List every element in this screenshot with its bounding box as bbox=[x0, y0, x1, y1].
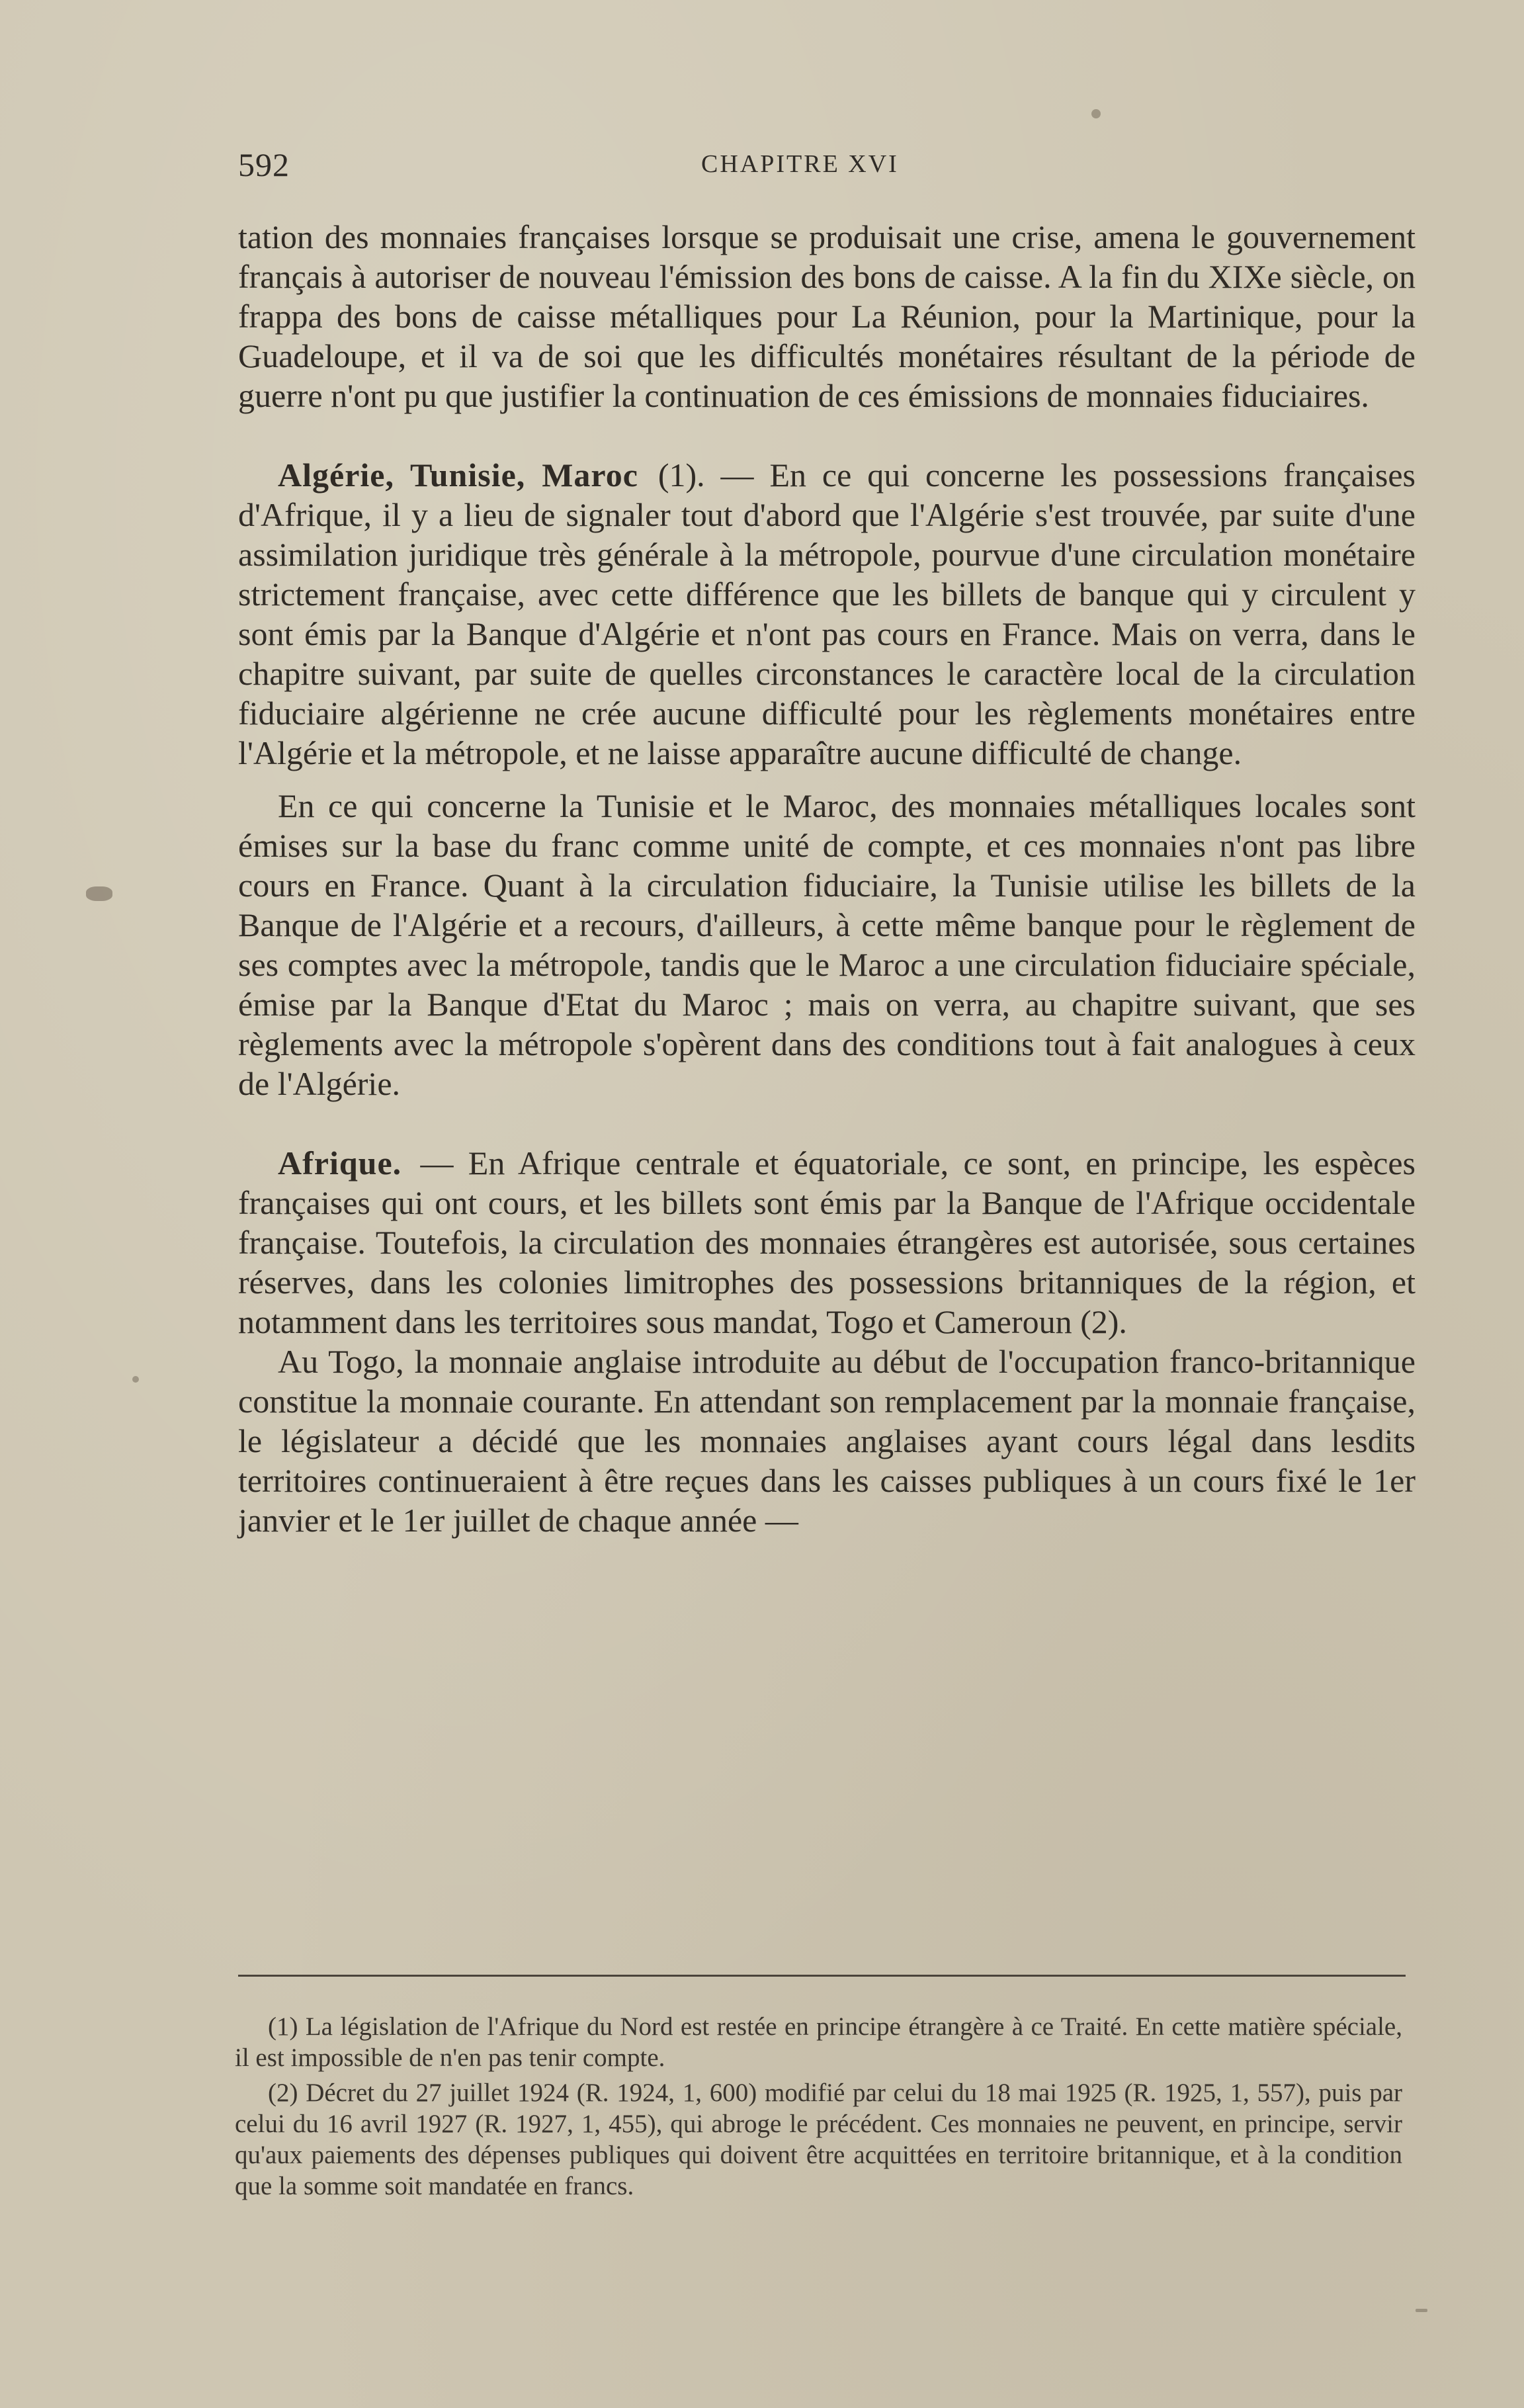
body-text bbox=[238, 217, 1416, 1540]
paragraph-text: (1). — En ce qui concerne les possessions françaises d'Afrique, il y a lieu de signaler tout d'abord que l'Algérie s'est trouvée, par suite d'une assimilation juridique très générale à la métropole, pourvue d'une circulation monétaire strictement française, avec cette différence que les billets de banque qui y circulent y sont émis par la Banque d'Algérie et n'ont pas cours en France. Mais on verra, dans le chapitre suivant, par suite de quelles circonstances le caractère local de la circulation fiduciaire algérienne ne crée aucune difficulté pour les règlements monétaires entre l'Algérie et la métropole, et ne laisse apparaître aucune difficulté de change. bbox=[238, 456, 1416, 771]
footnote-1: (1) La législation de l'Afrique du Nord est restée en principe étrangère à ce Traité. En cette matière spéciale, il est impossible de n'en pas tenir compte. bbox=[235, 2012, 1402, 2072]
section-heading-africa: Afrique. bbox=[278, 1144, 402, 1182]
paragraph-text: tation des monnaies françaises lorsque se produisait une crise, amena le gouvernement français à autoriser de nouveau l'émission des bons de caisse. A la fin du XIXe siècle, on frappa des bons de caisse métalliques pour La Réunion, pour la Martinique, pour la Guadeloupe, et il va de soi que les difficultés monétaires résultant de la période de guerre n'ont pu que justifier la continuation de ces émissions de monnaies fiduciaires. bbox=[238, 218, 1416, 414]
paper-speck bbox=[132, 1376, 139, 1383]
footnote-2: (2) Décret du 27 juillet 1924 (R. 1924, 1, 600) modifié par celui du 18 mai 1925 (R. 1925, 1, 557), puis par celui du 16 avril 1927 (R. 1927, 1, 455), qui abroge le précédent. Ces monnaies ne peuvent, en principe, servir qu'aux paiements des dépenses publiques qui doivent être acquittées en territoire britannique, et à la condition que la somme soit mandatée en francs. bbox=[235, 2079, 1402, 2200]
section-heading-north-africa: Algérie, Tunisie, Maroc bbox=[278, 456, 638, 494]
paper-speck bbox=[1091, 109, 1101, 118]
paragraph-text: En ce qui concerne la Tunisie et le Maroc, des monnaies métalliques locales sont émises sur la base du franc comme unité de compte, et ces monnaies n'ont pas libre cours en France. Quant à la circulation fiduciaire, la Tunisie utilise les billets de la Banque de l'Algérie et a recours, d'ailleurs, à cette même banque pour le règlement de ses comptes avec la métropole, tandis que le Maroc a une circulation fiduciaire spéciale, émise par la Banque d'Etat du Maroc ; mais on verra, au chapitre suivant, que ses règlements avec la métropole s'opèrent dans des conditions tout à fait analogues à ceux de l'Algérie. bbox=[238, 787, 1416, 1102]
page-number: 592 bbox=[238, 146, 290, 183]
paper-speck bbox=[86, 886, 112, 901]
chapter-title: CHAPITRE XVI bbox=[701, 150, 899, 178]
paper-speck bbox=[1416, 2309, 1427, 2312]
paragraph-algeria-tunisia-morocco bbox=[238, 455, 1416, 773]
paragraph-togo bbox=[238, 1342, 1416, 1540]
paragraph-text: Au Togo, la monnaie anglaise introduite au début de l'occupation franco-britannique constitue la monnaie courante. En attendant son remplacement par la monnaie française, le législateur a décidé que les monnaies anglaises ayant cours légal dans lesdits territoires continueraient à être reçues dans les caisses publiques à un cours fixé le 1er janvier et le 1er juillet de chaque année — bbox=[238, 1343, 1416, 1539]
paragraph-colonial-coinage bbox=[238, 217, 1416, 415]
paragraph-africa bbox=[238, 1143, 1416, 1342]
footnotes bbox=[235, 2011, 1402, 2206]
footnote-divider bbox=[238, 1975, 1406, 1977]
running-head bbox=[238, 146, 1409, 185]
paragraph-text: — En Afrique centrale et équatoriale, ce sont, en principe, les espèces françaises qui ont cours, et les billets sont émis par la Banque de l'Afrique occidentale française. Toutefois, la circulation des monnaies étrangères est autorisée, sous certaines réserves, dans les colonies limitrophes des possessions britanniques de la région, et notamment dans les territoires sous mandat, Togo et Cameroun (2). bbox=[238, 1144, 1416, 1340]
paragraph-tunisia-morocco bbox=[238, 786, 1416, 1103]
